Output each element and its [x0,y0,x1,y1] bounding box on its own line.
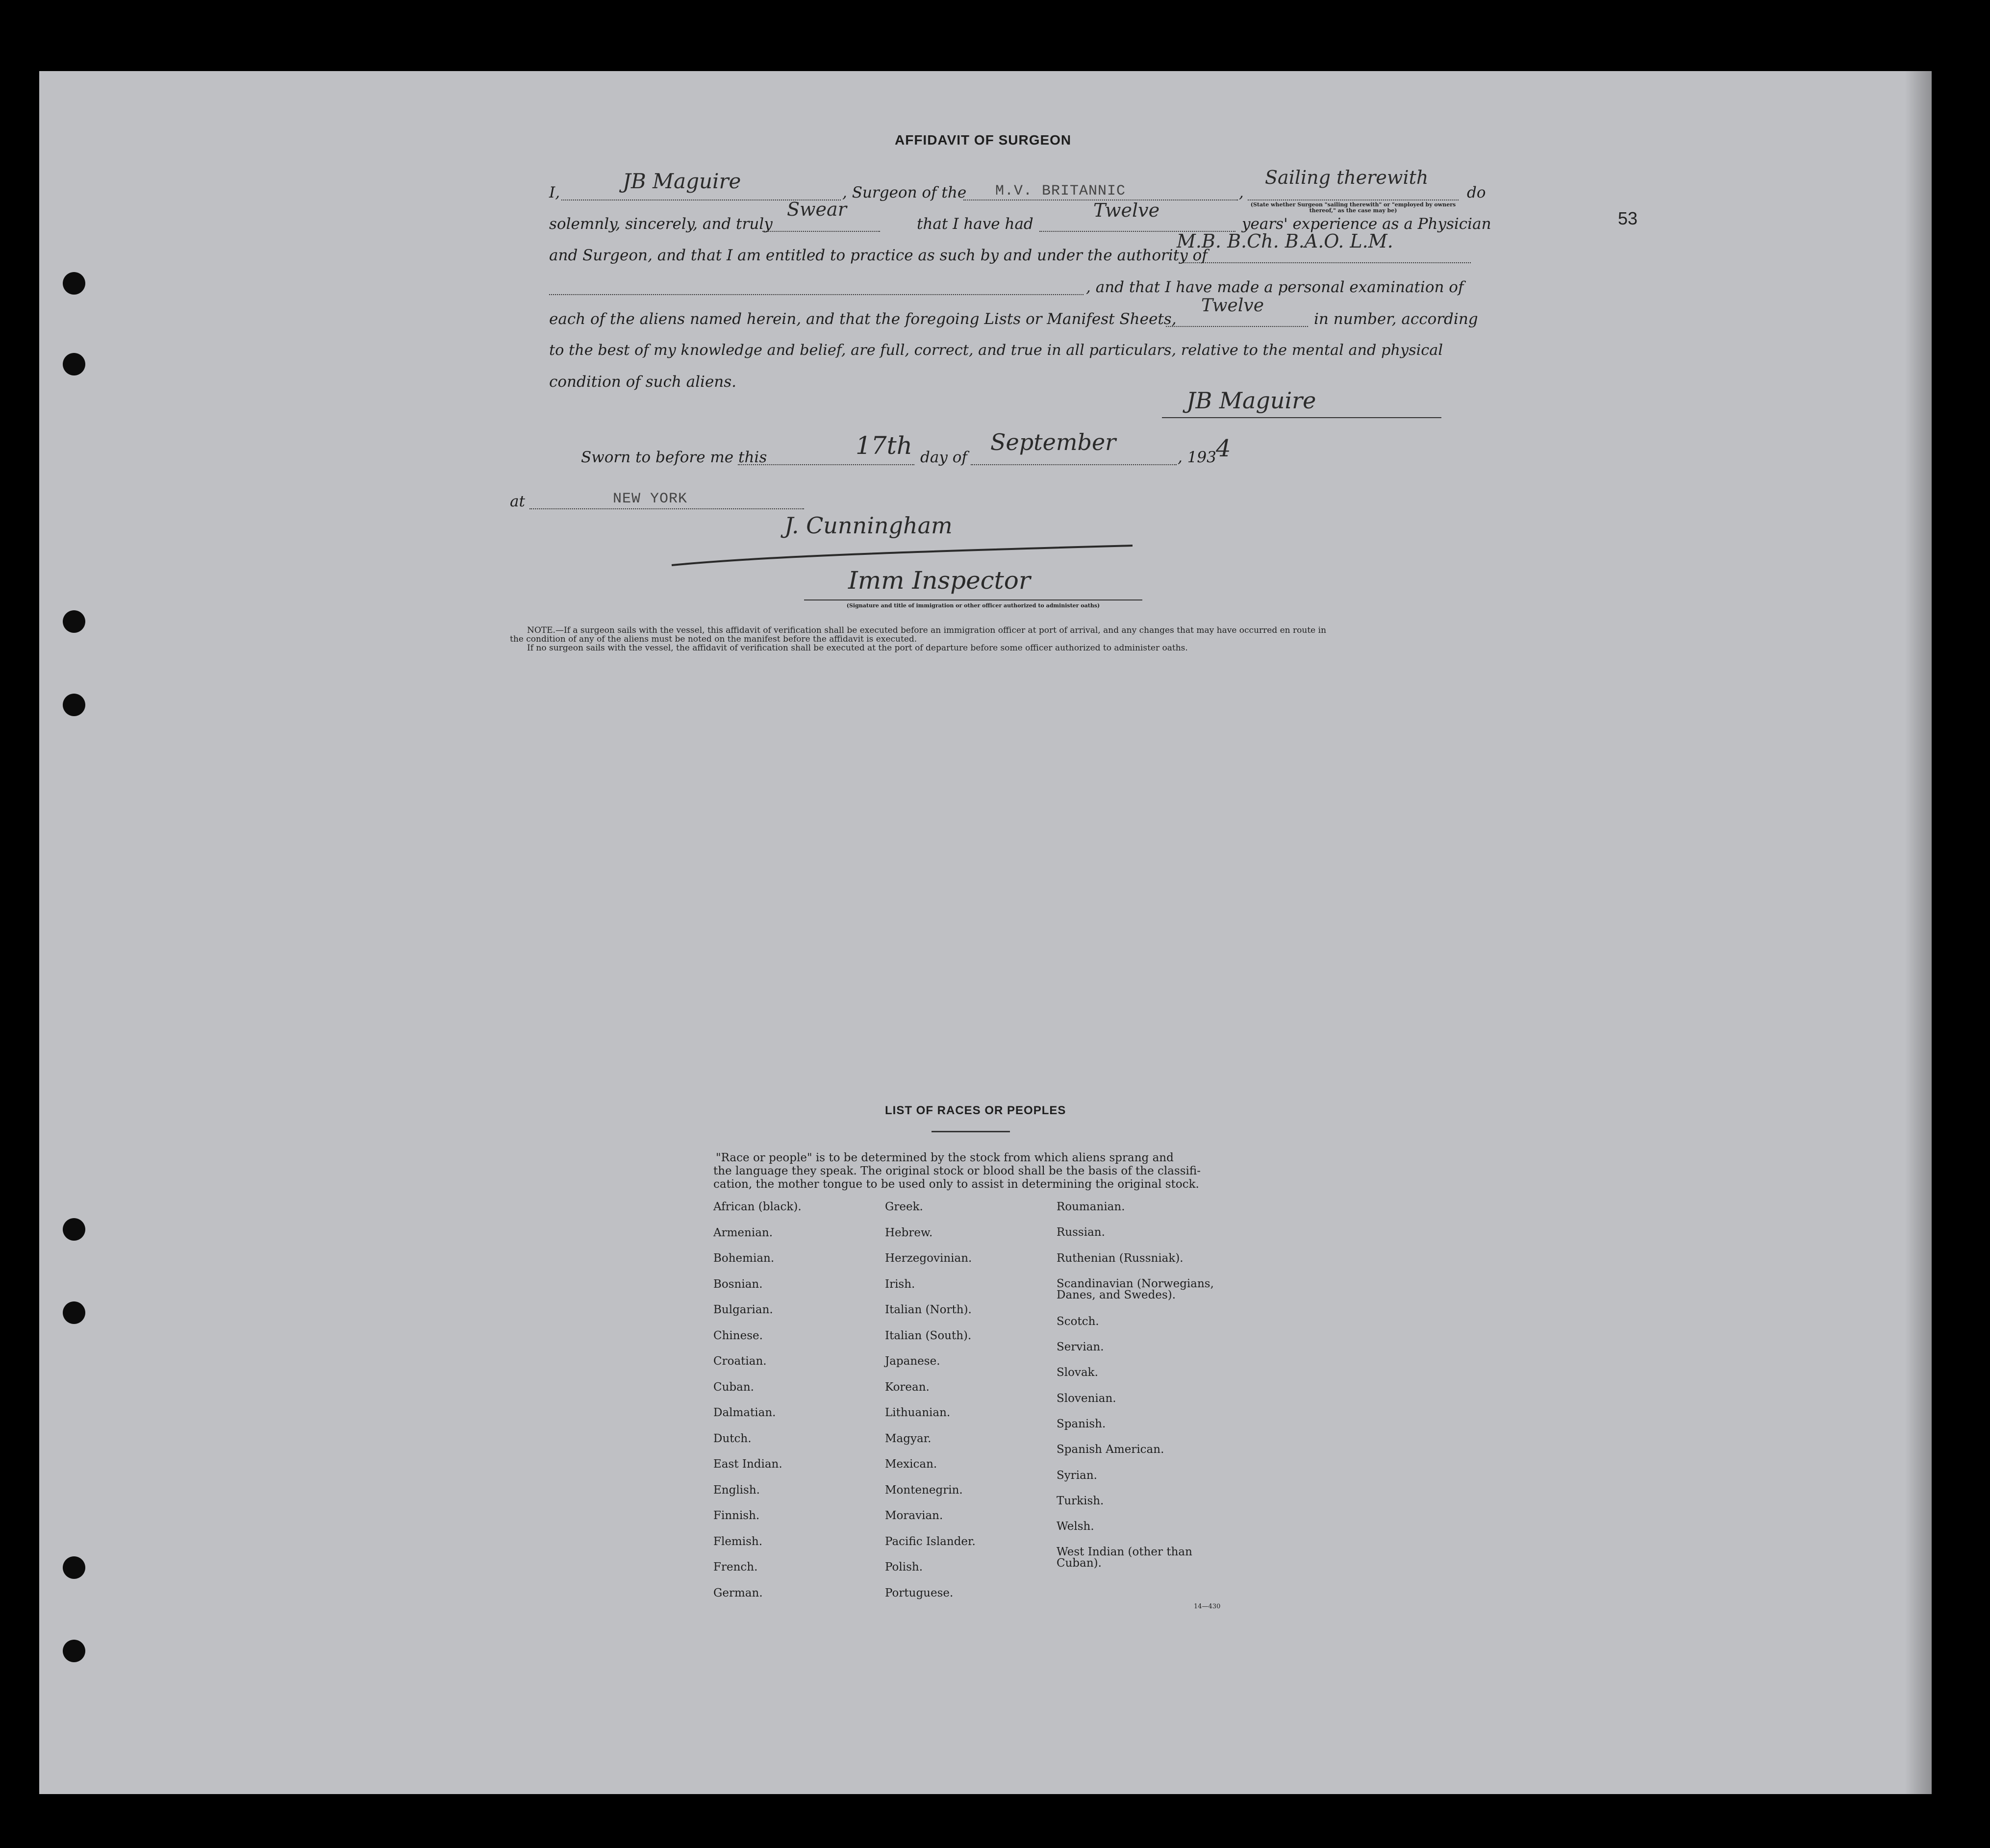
race-item: Slovenian. [1057,1392,1116,1405]
race-item: Scotch. [1057,1315,1099,1328]
affidavit-text: that I have had [917,215,1033,233]
vessel-capacity-note: (State whether Surgeon "sailing therewith" or "employed by owners thereof," as the case may be) [1250,201,1456,214]
race-item: Russian. [1057,1226,1105,1239]
race-item: Syrian. [1057,1469,1097,1482]
race-item: Polish. [885,1561,923,1573]
race-item: Finnish. [713,1509,760,1522]
surgeon-name: JB Maguire [623,169,741,193]
race-item: Hebrew. [885,1226,933,1239]
sheet-edge-shadow [1905,71,1932,1794]
years-value: Twelve [1093,200,1160,221]
race-item: German. [713,1587,763,1599]
punch-hole [63,1640,85,1662]
punch-hole [63,610,85,633]
vessel-name: M.V. BRITANNIC [995,183,1126,200]
race-item: Welsh. [1057,1520,1094,1533]
affidavit-note: the condition of any of the aliens must be noted on the manifest before the affidavit is executed. [510,634,917,644]
affidavit-text: in number, according [1314,310,1478,328]
race-item: Turkish. [1057,1495,1104,1507]
affidavit-text: day of [920,449,967,466]
sheets-value: Twelve [1201,296,1264,316]
affidavit-text: , 193 [1178,449,1216,466]
race-item: Bosnian. [713,1278,763,1291]
sworn-month: September [990,429,1116,455]
authority-field-line [1182,262,1471,263]
race-item: Moravian. [885,1509,943,1522]
affidavit-text: each of the aliens named herein, and that the foregoing Lists or Manifest Sheets, [549,310,1177,328]
race-item: Danes, and Swedes). [1057,1289,1176,1301]
race-item: Pacific Islander. [885,1535,976,1548]
race-item: Japanese. [885,1355,940,1368]
race-item: Spanish American. [1057,1443,1164,1456]
race-item: Ruthenian (Russniak). [1057,1252,1184,1265]
race-item: Greek. [885,1200,923,1213]
race-item: Korean. [885,1381,930,1394]
race-item: Montenegrin. [885,1484,963,1497]
affidavit-text: , Surgeon of the [842,184,967,201]
swear-field-line [762,231,880,232]
affidavit-title: AFFIDAVIT OF SURGEON [895,132,1072,148]
affidavit-text: years' experience as a Physician [1242,215,1491,233]
races-intro: the language they speak. The original stock or blood shall be the basis of the classifi- [713,1165,1201,1177]
affidavit-note: NOTE.—If a surgeon sails with the vessel, this affidavit of verification shall be executed before an immigration officer at port of arrival, and any changes that may have occurred en route in [527,625,1327,635]
race-item: Croatian. [713,1355,767,1368]
race-item: Cuban. [713,1381,754,1394]
race-item: Servian. [1057,1341,1104,1353]
race-item: West Indian (other than [1057,1546,1192,1558]
race-item: Chinese. [713,1329,763,1342]
race-item: Portuguese. [885,1587,954,1599]
race-item: French. [713,1561,758,1573]
race-item: Magyar. [885,1432,932,1445]
affidavit-text: at [510,493,525,510]
month-field-line [971,464,1177,465]
manifest-sheet [39,71,1932,1794]
surgeon-signature: JB Maguire [1186,387,1316,414]
affidavit-text: condition of such aliens. [549,373,737,391]
punch-hole [63,1556,85,1579]
race-item: Armenian. [713,1226,773,1239]
race-item: Mexican. [885,1458,937,1471]
race-item: Cuban). [1057,1557,1102,1570]
sworn-year-digit: 4 [1216,435,1231,462]
form-code: 14—430 [1194,1603,1221,1610]
officer-signature-line [804,599,1142,600]
punch-hole [63,694,85,716]
authority-value: M.B. B.Ch. B.A.O. L.M. [1177,230,1393,252]
affidavit-text: to the best of my knowledge and belief, are full, correct, and true in all particulars, relative to the mental and physical [549,342,1443,359]
officer-signature: J. Cunningham [784,512,953,539]
races-title: LIST OF RACES OR PEOPLES [885,1104,1066,1117]
sheets-field-line [1166,326,1308,327]
officer-title: Imm Inspector [848,566,1031,595]
affidavit-text: , [1239,184,1244,201]
race-item: Dalmatian. [713,1406,776,1419]
race-item: Irish. [885,1278,915,1291]
sworn-place: NEW YORK [613,491,688,507]
race-item: Roumanian. [1057,1200,1125,1213]
race-item: English. [713,1484,760,1497]
race-item: Bulgarian. [713,1303,773,1316]
affidavit-text: , and that I have made a personal examination of [1086,278,1464,296]
sworn-day: 17th [856,431,912,460]
punch-hole [63,272,85,295]
race-item: Italian (South). [885,1329,972,1342]
race-item: African (black). [713,1200,802,1213]
races-intro: "Race or people" is to be determined by the stock from which aliens sprang and [716,1151,1174,1164]
race-item: Herzegovinian. [885,1252,972,1265]
place-field-line [529,508,804,509]
race-item: Dutch. [713,1432,752,1445]
race-item: Bohemian. [713,1252,775,1265]
race-item: Flemish. [713,1535,763,1548]
race-item: Italian (North). [885,1303,972,1316]
punch-hole [63,1301,85,1324]
race-item: Spanish. [1057,1418,1106,1430]
race-item: Lithuanian. [885,1406,951,1419]
officer-caption: (Signature and title of immigration or other officer authorized to administer oaths) [846,602,1100,609]
affidavit-text: do [1467,184,1486,201]
race-item: Scandinavian (Norwegians, [1057,1277,1214,1290]
races-title-rule [932,1131,1010,1132]
race-item: Slovak. [1057,1366,1098,1379]
punch-hole [63,353,85,375]
affidavit-note: If no surgeon sails with the vessel, the affidavit of verification shall be executed at the port of departure before some officer authorized to administer oaths. [527,643,1188,653]
surgeon-capacity: Sailing therewith [1265,167,1429,188]
races-intro: cation, the mother tongue to be used only to assist in determining the original stock. [713,1178,1199,1191]
swear-value: Swear [787,199,847,220]
race-item: East Indian. [713,1458,782,1471]
surgeon-signature-line [1162,417,1441,418]
affidavit-text: I, [549,184,560,201]
day-field-line [738,464,914,465]
page-number: 53 [1618,208,1638,228]
authority-continued-line [549,294,1083,295]
affidavit-text: Sworn to before me this [581,449,767,466]
affidavit-text: and Surgeon, and that I am entitled to practice as such by and under the authority of [549,247,1208,264]
punch-hole [63,1218,85,1241]
affidavit-text: solemnly, sincerely, and truly [549,215,773,233]
